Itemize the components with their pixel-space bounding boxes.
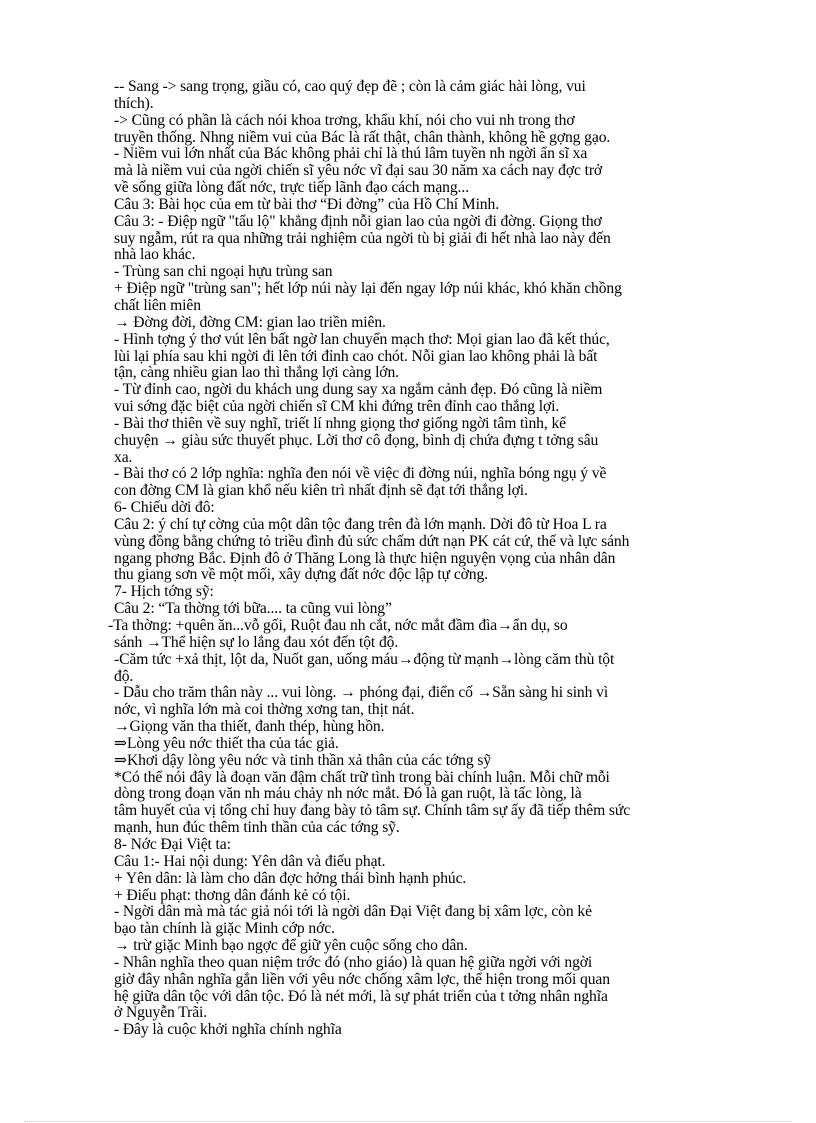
text-line: thích). <box>114 94 154 112</box>
text-line: + Điệp ngữ "trùng san"; hết lớp núi này lại đến ngay lớp núi khác, khó khăn chồng <box>114 280 622 298</box>
text-line: -- Sang -> sang trọng, giầu có, cao quý đẹp đẽ ; còn là cảm giác hài lòng, vui <box>114 78 586 95</box>
text-line: - Bài thơ thiên về suy nghĩ, triết lí nhng giọng thơ giống ngời tâm tình, kể <box>114 414 566 432</box>
text-line: → Đờng đời, đờng CM: gian lao triền miên. <box>114 313 386 331</box>
text-line: vùng đồng bằng chứng tỏ triều đình đủ sức chấm dứt nạn PK cát cứ, thế và lực sánh <box>114 532 630 550</box>
text-line: hệ giữa dân tộc với dân tộc. Đó là nét mới, là sự phát triển của t tởng nhân nghĩa <box>114 987 608 1005</box>
text-line: chuyện → giàu sức thuyết phục. Lời thơ cô đọng, bình dị chứa đựng t tởng sâu <box>114 431 599 449</box>
document-body <box>108 78 759 1039</box>
text-line: mạnh, hun đúc thêm tinh thần của các tớng sỹ. <box>114 819 400 837</box>
text-line: độ. <box>114 667 134 685</box>
text-line: mà là niềm vui của ngời chiến sĩ yêu nớc vĩ đại sau 30 năm xa cách nay đợc trở <box>114 162 603 180</box>
question-heading: Câu 2: “Ta thờng tới bữa.... ta cũng vui lòng” <box>114 600 392 618</box>
text-line: → trừ giặc Minh bạo ngợc để giữ yên cuộc sống cho dân. <box>114 937 468 955</box>
text-line: + Yên dân: là làm cho dân đợc hởng thái bình hạnh phúc. <box>114 869 467 887</box>
text-line: bạo tàn chính là giặc Minh cớp nớc. <box>114 920 335 938</box>
text-line: - Niềm vui lớn nhất của Bác không phải chỉ là thú lâm tuyền nh ngời ẩn sĩ xa <box>114 145 588 163</box>
text-line: - Nhân nghĩa theo quan niệm trớc đó (nho giáo) là quan hệ giữa ngời với ngời <box>114 953 593 971</box>
section-heading: 7- Hịch tớng sỹ: <box>114 583 214 601</box>
text-line: vui sớng đặc biệt của ngời chiến sĩ CM khi đứng trên đỉnh cao thắng lợi. <box>114 398 560 416</box>
text-line: ngang phơng Bắc. Định đô ở Thăng Long là thực hiện nguyện vọng của nhân dân <box>114 549 616 567</box>
text-line: lùi lại phía sau khi ngời đi lên tới đỉnh cao chót. Nỗi gian lao không phải là bất <box>114 347 598 365</box>
text-line: - Dẫu cho trăm thân này ... vui lòng. → phóng đại, điển cố →Sẵn sàng hi sinh vì <box>114 684 609 702</box>
text-line: -Căm tức +xả thịt, lột da, Nuốt gan, uống máu→động từ mạnh→lòng căm thù tột <box>114 650 615 668</box>
text-line: →Giọng văn tha thiết, đanh thép, hùng hồn. <box>114 718 385 736</box>
text-line: -> Cũng có phần là cách nói khoa trơng, khẩu khí, nói cho vui nh trong thơ <box>114 111 575 129</box>
text-line: truyền thống. Nhng niềm vui của Bác là rất thật, chân thành, không hề gợng gạo. <box>114 128 611 146</box>
text-line: - Bài thơ có 2 lớp nghĩa: nghĩa đen nói về việc đi đờng núi, nghĩa bóng ngụ ý về <box>114 465 607 483</box>
text-line: - Ngời dân mà mà tác giả nói tới là ngời dân Đại Việt đang bị xâm lợc, còn kẻ <box>114 903 592 921</box>
section-heading: 8- Nớc Đại Việt ta: <box>114 835 231 853</box>
text-line: nớc, vì nghĩa lớn mà coi thờng xơng tan, thịt nát. <box>114 701 415 719</box>
question-heading: Câu 3: Bài học của em từ bài thơ “Đi đờng” của Hồ Chí Minh. <box>114 195 499 213</box>
text-line: nhà lao khác. <box>114 246 196 264</box>
text-line: tận, càng nhiều gian lao thì thắng lợi càng lớn. <box>114 364 399 382</box>
page-bottom-divider <box>24 1121 792 1122</box>
text-line: ⇒Lòng yêu nớc thiết tha của tác giả. <box>114 734 339 752</box>
text-line: - Từ đỉnh cao, ngời du khách ung dung say xa ngắm cảnh đẹp. Đó cũng là niềm <box>114 381 603 399</box>
text-line: Câu 2: ý chí tự cờng của một dân tộc đang trên đà lớn mạnh. Dời đô từ Hoa L ra <box>114 515 607 533</box>
text-line: Câu 3: - Điệp ngữ "tẩu lộ" khẳng định nỗi gian lao của ngời đi đờng. Giọng thơ <box>114 212 602 230</box>
question-heading: Câu 1:- Hai nội dung: Yên dân và điếu phạt. <box>114 852 386 870</box>
text-line: ở Nguyễn Trãi. <box>114 1004 208 1022</box>
text-line: - Hình tợng ý thơ vút lên bất ngờ lan chuyển mạch thơ: Mọi gian lao đã kết thúc, <box>114 330 610 348</box>
text-line: về sống giữa lòng đất nớc, trực tiếp lãnh đạo cách mạng... <box>114 179 469 197</box>
text-line: suy ngẫm, rút ra qua những trải nghiệm của ngời tù bị giải đi hết nhà lao này đến <box>114 229 611 247</box>
text-line: chất liên miên <box>114 296 201 314</box>
text-line: + Điếu phạt: thơng dân đánh kẻ có tội. <box>114 886 351 904</box>
text-line: xa. <box>114 448 133 466</box>
text-line: dòng trong đoạn văn nh máu chảy nh nớc mắt. Đó là gan ruột, là tấc lòng, là <box>114 785 582 803</box>
text-line: ⇒Khơi dậy lòng yêu nớc và tinh thần xả thân của các tớng sỹ <box>114 751 492 769</box>
text-line: - Đây là cuộc khởi nghĩa chính nghĩa <box>114 1021 342 1039</box>
text-line: -Ta thờng: +quên ăn...vỗ gối, Ruột đau nh cắt, nớc mắt đầm đìa→ẩn dụ, so <box>108 617 568 634</box>
section-heading: 6- Chiếu dời đô: <box>114 499 215 517</box>
text-line: sánh →Thể hiện sự lo lắng đau xót đến tột độ. <box>114 633 399 651</box>
text-line: tâm huyết của vị tổng chỉ huy đang bày tỏ tâm sự. Chính tâm sự ấy đã tiếp thêm sức <box>114 802 631 820</box>
text-line: - Trùng san chi ngoại hựu trùng san <box>114 263 333 281</box>
text-line: *Có thể nói đây là đoạn văn đậm chất trữ tình trong bài chính luận. Mỗi chữ mỗi <box>114 768 610 786</box>
text-line: con đờng CM là gian khổ nếu kiên trì nhất định sẽ đạt tới thắng lợi. <box>114 482 528 500</box>
text-line: giờ đây nhân nghĩa gắn liền với yêu nớc chống xâm lợc, thể hiện trong mối quan <box>114 970 610 988</box>
text-line: thu giang sơn về một mối, xây dựng đất nớc độc lập tự cờng. <box>114 566 488 584</box>
